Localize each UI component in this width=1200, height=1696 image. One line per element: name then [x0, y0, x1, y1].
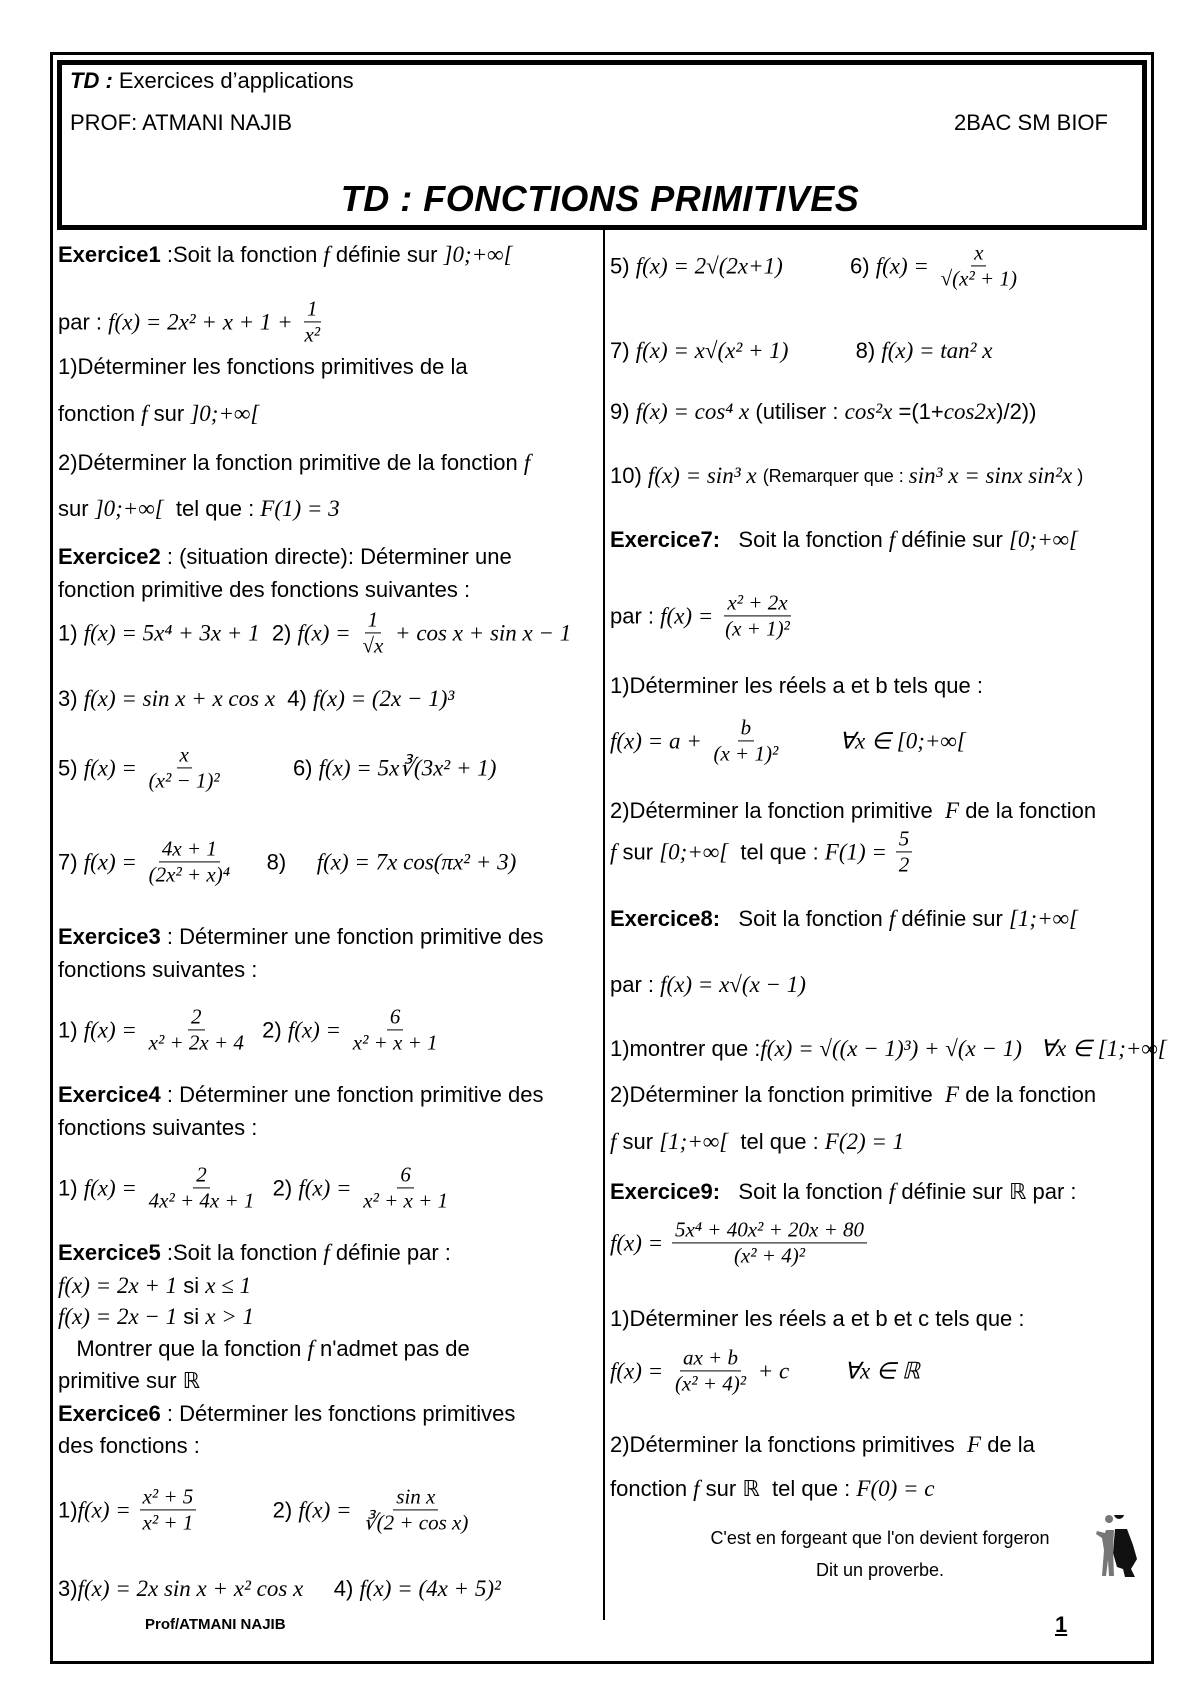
text: Soit la fonction — [720, 527, 889, 552]
text: de la fonction — [959, 798, 1097, 823]
right-line — [610, 399, 1036, 425]
math-expression: f — [323, 242, 330, 267]
exercise-heading: Exercice3 — [58, 924, 161, 949]
math-expression: [1;+∞[ — [1008, 906, 1078, 931]
math-expression: f(x) = sin³ x — [647, 463, 757, 488]
left-line — [58, 1368, 200, 1394]
text: tel que : — [728, 1129, 825, 1154]
right-line — [610, 673, 983, 699]
left-line — [58, 1433, 200, 1459]
text: fonctions suivantes : — [58, 957, 258, 982]
math-expression: f(x) = a + — [610, 728, 708, 753]
text: =(1+ — [892, 399, 944, 424]
exercise-heading: Exercice7: — [610, 527, 721, 552]
left-line — [58, 1336, 470, 1362]
fraction-numerator: 5 — [896, 827, 913, 852]
fraction — [146, 1163, 258, 1212]
fraction-denominator: x² — [304, 322, 321, 347]
left-line — [58, 401, 259, 427]
right-line — [610, 591, 796, 640]
math-expression: f(x) = 5x⁴ + 3x + 1 — [83, 620, 260, 645]
text: n'admet pas de — [313, 1336, 470, 1361]
text: par : — [58, 309, 109, 334]
math-expression: f(x) = — [83, 849, 143, 874]
math-expression: f — [888, 527, 896, 552]
left-line — [58, 1163, 454, 1212]
math-expression: [0;+∞[ — [659, 839, 729, 864]
left-line — [58, 1005, 444, 1054]
text: 4) — [275, 686, 313, 711]
fraction-denominator: √x — [362, 633, 384, 658]
right-line — [610, 1306, 1025, 1332]
text: primitive sur ℝ — [58, 1368, 201, 1393]
text: sur — [616, 839, 660, 864]
right-line — [610, 1082, 1096, 1108]
fraction-denominator: x² + 1 — [142, 1510, 194, 1535]
right-line — [610, 798, 1096, 824]
text: 6) — [225, 755, 319, 780]
right-line — [610, 1476, 935, 1502]
page-number: 1 — [1055, 1612, 1068, 1637]
text: 1) — [58, 1175, 84, 1200]
right-line — [610, 463, 1083, 489]
text: 10) — [610, 463, 648, 488]
fraction-numerator: x — [177, 743, 192, 768]
math-expression: ∀x ∈ ℝ — [844, 1358, 920, 1383]
math-expression: f — [610, 1129, 617, 1154]
exercise-heading: Exercice4 — [58, 1082, 161, 1107]
right-line — [610, 716, 966, 765]
fraction-numerator: 1 — [365, 608, 382, 633]
text: 3) — [58, 1576, 78, 1601]
left-line — [58, 1485, 474, 1534]
fraction-numerator: x² + 2x — [724, 591, 790, 616]
left-line — [58, 1304, 254, 1330]
fraction — [350, 1005, 441, 1054]
math-expression: f(x) = — [298, 1497, 358, 1522]
fraction-denominator: x² + x + 1 — [352, 1030, 438, 1055]
math-expression: f(x) = 7x cos(πx² + 3) — [316, 849, 517, 874]
header-prof: PROF: ATMANI NAJIB — [70, 110, 293, 135]
text: fonctions suivantes : — [58, 1115, 258, 1140]
text: )/2)) — [996, 399, 1037, 424]
math-expression: f(x) = — [610, 1230, 669, 1255]
exercise-heading: Exercice9: — [610, 1179, 721, 1204]
fraction-denominator: (x² − 1)² — [148, 768, 220, 793]
proverb-line-1: C'est en forgeant que l'on devient forgeron — [710, 1528, 1050, 1548]
math-expression: f(x) = cos⁴ x — [635, 399, 750, 424]
left-line — [58, 1115, 257, 1141]
left-line — [58, 608, 571, 657]
text: 1) — [58, 620, 84, 645]
subtitle-text: Exercices d’applications — [112, 68, 354, 93]
math-expression: + c — [752, 1358, 790, 1383]
text: fonction — [610, 1476, 694, 1501]
right-line — [610, 1036, 1167, 1062]
fraction-numerator: x — [971, 241, 986, 266]
math-expression: f(x) = x√(x − 1) — [660, 972, 806, 997]
exercise-heading: Exercice6 — [58, 1401, 161, 1426]
fraction — [360, 1485, 471, 1534]
fraction-denominator: x² + 2x + 4 — [148, 1030, 244, 1055]
fraction-denominator: (x² + 4)² — [733, 1243, 806, 1268]
text: tel que : — [728, 839, 825, 864]
math-expression: f(x) = — [83, 1175, 143, 1200]
text: sur — [616, 1129, 660, 1154]
math-expression: f(x) = — [610, 1358, 669, 1383]
text: définie sur ℝ par : — [895, 1179, 1077, 1204]
text: 1)Déterminer les réels a et b tels que : — [610, 673, 983, 698]
right-line — [610, 1218, 870, 1267]
text: 7) — [58, 849, 84, 874]
fraction-denominator: 2 — [898, 852, 910, 877]
text: sur ℝ tel que : — [699, 1476, 857, 1501]
text: : (situation directe): Déterminer une — [160, 544, 512, 569]
math-expression: f(x) = — [875, 253, 935, 278]
text: :Soit la fonction — [160, 242, 324, 267]
fraction — [301, 297, 323, 346]
math-expression: + cos x + sin x − 1 — [389, 620, 572, 645]
text: Soit la fonction — [720, 1179, 889, 1204]
right-line — [610, 972, 806, 998]
fraction — [722, 591, 793, 640]
math-expression: [0;+∞[ — [1008, 527, 1078, 552]
right-line — [610, 906, 1078, 932]
fraction — [672, 1346, 749, 1395]
text: 2)Déterminer la fonction primitive — [610, 1082, 946, 1107]
text: 9) — [610, 399, 636, 424]
math-expression: f(x) = sin x + x cos x — [83, 686, 276, 711]
math-expression: f(x) = √((x − 1)³) + √(x − 1) — [760, 1036, 1022, 1061]
math-expression: [1;+∞[ — [659, 1129, 729, 1154]
text: définie sur — [895, 527, 1009, 552]
math-expression: x ≤ 1 — [205, 1273, 252, 1298]
math-expression: ∀x ∈ [1;+∞[ — [1040, 1036, 1167, 1061]
footer-author: Prof/ATMANI NAJIB — [145, 1616, 286, 1633]
right-line — [610, 1346, 920, 1395]
math-expression: F — [945, 1082, 960, 1107]
left-line — [58, 450, 530, 476]
fraction — [146, 837, 233, 886]
math-expression: ]0;+∞[ — [94, 496, 164, 521]
text: :Soit la fonction — [160, 1240, 324, 1265]
text: 3) — [58, 686, 84, 711]
text: Soit la fonction — [720, 906, 889, 931]
right-line — [610, 338, 993, 364]
text: 2) — [199, 1497, 299, 1522]
left-line — [58, 496, 340, 522]
math-expression: cos2x — [943, 399, 997, 424]
text: si — [177, 1304, 206, 1329]
fraction-numerator: b — [738, 716, 755, 741]
fraction — [140, 1485, 197, 1534]
text: définie par : — [329, 1240, 451, 1265]
fraction-denominator: (x² + 4)² — [674, 1371, 747, 1396]
text: 2) — [259, 620, 298, 645]
math-expression: F(1) = — [824, 839, 893, 864]
fraction-denominator: √(x² + 1) — [940, 266, 1017, 291]
text: 1)montrer que : — [610, 1036, 761, 1061]
text: 2) — [249, 1017, 288, 1042]
math-expression: f(x) = — [287, 1017, 347, 1042]
fraction — [672, 1218, 867, 1267]
text: 1) — [58, 1497, 78, 1522]
text: par : — [610, 972, 661, 997]
text: 1)Déterminer les réels a et b et c tels que : — [610, 1306, 1025, 1331]
proverb-line-2: Dit un proverbe. — [815, 1560, 945, 1580]
fraction-numerator: 6 — [387, 1005, 404, 1030]
math-expression: f(x) = 2x + 1 — [58, 1273, 178, 1298]
math-expression: ∀x ∈ [0;+∞[ — [839, 728, 966, 753]
text: 2)Déterminer la fonctions primitives — [610, 1432, 968, 1457]
fraction — [146, 1005, 247, 1054]
fraction-denominator: (x + 1)² — [725, 616, 790, 641]
text: de la — [981, 1432, 1035, 1457]
math-expression: f(x) = 2x² + x + 1 + — [108, 309, 299, 334]
text — [789, 1358, 844, 1384]
math-expression: f — [610, 839, 617, 864]
math-expression: f(x) = 2x sin x + x² cos x — [77, 1576, 304, 1601]
text: sur — [58, 496, 95, 521]
text: : Déterminer les fonctions primitives — [160, 1401, 516, 1426]
left-line — [58, 957, 257, 983]
text: 1)Déterminer les fonctions primitives de la — [58, 354, 468, 379]
math-expression: f(x) = 5x∛(3x² + 1) — [318, 755, 497, 780]
text: 4) — [303, 1576, 360, 1601]
text: 8) — [236, 849, 317, 874]
text: fonction primitive des fonctions suivantes : — [58, 577, 471, 602]
text: 5) — [58, 755, 84, 780]
fraction-numerator: ax + b — [680, 1346, 741, 1371]
fraction — [710, 716, 781, 765]
math-expression: f — [307, 1336, 314, 1361]
fraction-denominator: ∛(2 + cos x) — [363, 1510, 469, 1535]
math-expression: f — [323, 1240, 330, 1265]
right-line — [610, 527, 1078, 553]
left-line — [58, 577, 470, 603]
blacksmith-figure-icon — [1095, 1515, 1143, 1584]
text: Montrer que la fonction — [58, 1336, 308, 1361]
math-expression: cos²x — [844, 399, 893, 424]
text: par : — [610, 603, 661, 628]
fraction-numerator: x² + 5 — [140, 1485, 197, 1510]
math-expression: f — [888, 1179, 896, 1204]
fraction-numerator: 4x + 1 — [159, 837, 220, 862]
left-line — [58, 1273, 251, 1299]
left-line — [58, 1401, 515, 1427]
remark-text: ) — [1072, 465, 1084, 486]
exercise-heading: Exercice5 — [58, 1240, 161, 1265]
math-expression: F(1) = 3 — [260, 496, 340, 521]
fraction-numerator: 2 — [188, 1005, 205, 1030]
text: sur — [147, 401, 191, 426]
fraction — [896, 827, 913, 876]
column-divider — [603, 230, 605, 1620]
right-line — [610, 827, 915, 876]
exercise-heading: Exercice1 — [58, 242, 161, 267]
text: définie sur — [895, 906, 1009, 931]
left-line — [58, 354, 468, 380]
left-line — [58, 686, 454, 712]
math-expression: f — [523, 450, 531, 475]
left-line — [58, 743, 496, 792]
text: si — [177, 1273, 206, 1298]
text: 8) — [788, 338, 882, 363]
text: (utiliser : — [749, 399, 845, 424]
right-line — [610, 1129, 904, 1155]
math-expression: ]0;+∞[ — [443, 242, 513, 267]
math-expression: f — [693, 1476, 700, 1501]
math-expression: sin³ x = sinx sin²x — [908, 463, 1073, 488]
math-expression: f(x) = — [83, 755, 143, 780]
text: 2)Déterminer la fonction primitive de la fonction — [58, 450, 524, 475]
math-expression: F(2) = 1 — [824, 1129, 905, 1154]
math-expression: ]0;+∞[ — [190, 401, 260, 426]
math-expression: f(x) = tan² x — [881, 338, 993, 363]
fraction-numerator: 2 — [193, 1163, 210, 1188]
fraction — [146, 743, 223, 792]
math-expression: F — [945, 798, 960, 823]
math-expression: f(x) = — [83, 1017, 143, 1042]
left-line — [58, 1082, 544, 1108]
text: : Déterminer une fonction primitive des — [160, 1082, 544, 1107]
math-expression: f(x) = 2x − 1 — [58, 1304, 178, 1329]
text: 2) — [260, 1175, 299, 1200]
fraction-denominator: 4x² + 4x + 1 — [148, 1188, 255, 1213]
right-line — [610, 1432, 1035, 1458]
text: 1) — [58, 1017, 84, 1042]
fraction-numerator: sin x — [393, 1485, 438, 1510]
subtitle-prefix: TD : — [70, 68, 113, 93]
text: 7) — [610, 338, 636, 363]
text: définie sur — [329, 242, 444, 267]
text: : Déterminer une fonction primitive des — [160, 924, 544, 949]
text: de la fonction — [959, 1082, 1097, 1107]
math-expression: f — [141, 401, 148, 426]
page-title: TD : FONCTIONS PRIMITIVES — [340, 178, 860, 219]
left-line — [58, 1576, 501, 1602]
left-line — [58, 544, 512, 570]
math-expression: x > 1 — [205, 1304, 255, 1329]
text: 6) — [782, 253, 876, 278]
exercise-heading: Exercice8: — [610, 906, 721, 931]
math-expression: f — [888, 906, 896, 931]
math-expression: f(x) = x√(x² + 1) — [635, 338, 789, 363]
left-line — [58, 837, 516, 886]
left-line — [58, 297, 326, 346]
math-expression: f(x) = — [297, 620, 357, 645]
left-line — [58, 242, 513, 268]
text: tel que : — [163, 496, 261, 521]
remark-text: (Remarquer que : — [762, 465, 909, 486]
fraction-numerator: 5x⁴ + 40x² + 20x + 80 — [672, 1218, 867, 1243]
fraction-numerator: 6 — [397, 1163, 414, 1188]
text: fonction — [58, 401, 142, 426]
math-expression: f(x) = (4x + 5)² — [359, 1576, 501, 1601]
fraction-numerator: 1 — [304, 297, 321, 322]
right-line — [610, 1179, 1077, 1205]
left-line — [58, 1240, 451, 1266]
exercise-heading: Exercice2 — [58, 544, 161, 569]
math-expression: f(x) = — [77, 1497, 137, 1522]
header-class: 2BAC SM BIOF — [953, 110, 1108, 135]
fraction-denominator: (x + 1)² — [713, 741, 779, 766]
header-subtitle — [70, 68, 354, 94]
math-expression: f(x) = — [660, 603, 720, 628]
text — [1022, 1036, 1040, 1062]
text: 2)Déterminer la fonction primitive — [610, 798, 946, 823]
left-line — [58, 924, 544, 950]
math-expression: f(x) = 2√(2x+1) — [635, 253, 783, 278]
text: des fonctions : — [58, 1433, 200, 1458]
right-line — [610, 241, 1023, 290]
fraction — [359, 608, 386, 657]
text — [784, 728, 839, 754]
math-expression: f(x) = — [298, 1175, 358, 1200]
fraction-denominator: x² + x + 1 — [363, 1188, 449, 1213]
fraction — [938, 241, 1020, 290]
fraction-denominator: (2x² + x)⁴ — [148, 862, 231, 887]
math-expression: f(x) = (2x − 1)³ — [312, 686, 455, 711]
math-expression: F — [967, 1432, 982, 1457]
math-expression: F(0) = c — [856, 1476, 935, 1501]
fraction — [360, 1163, 451, 1212]
text: 5) — [610, 253, 636, 278]
